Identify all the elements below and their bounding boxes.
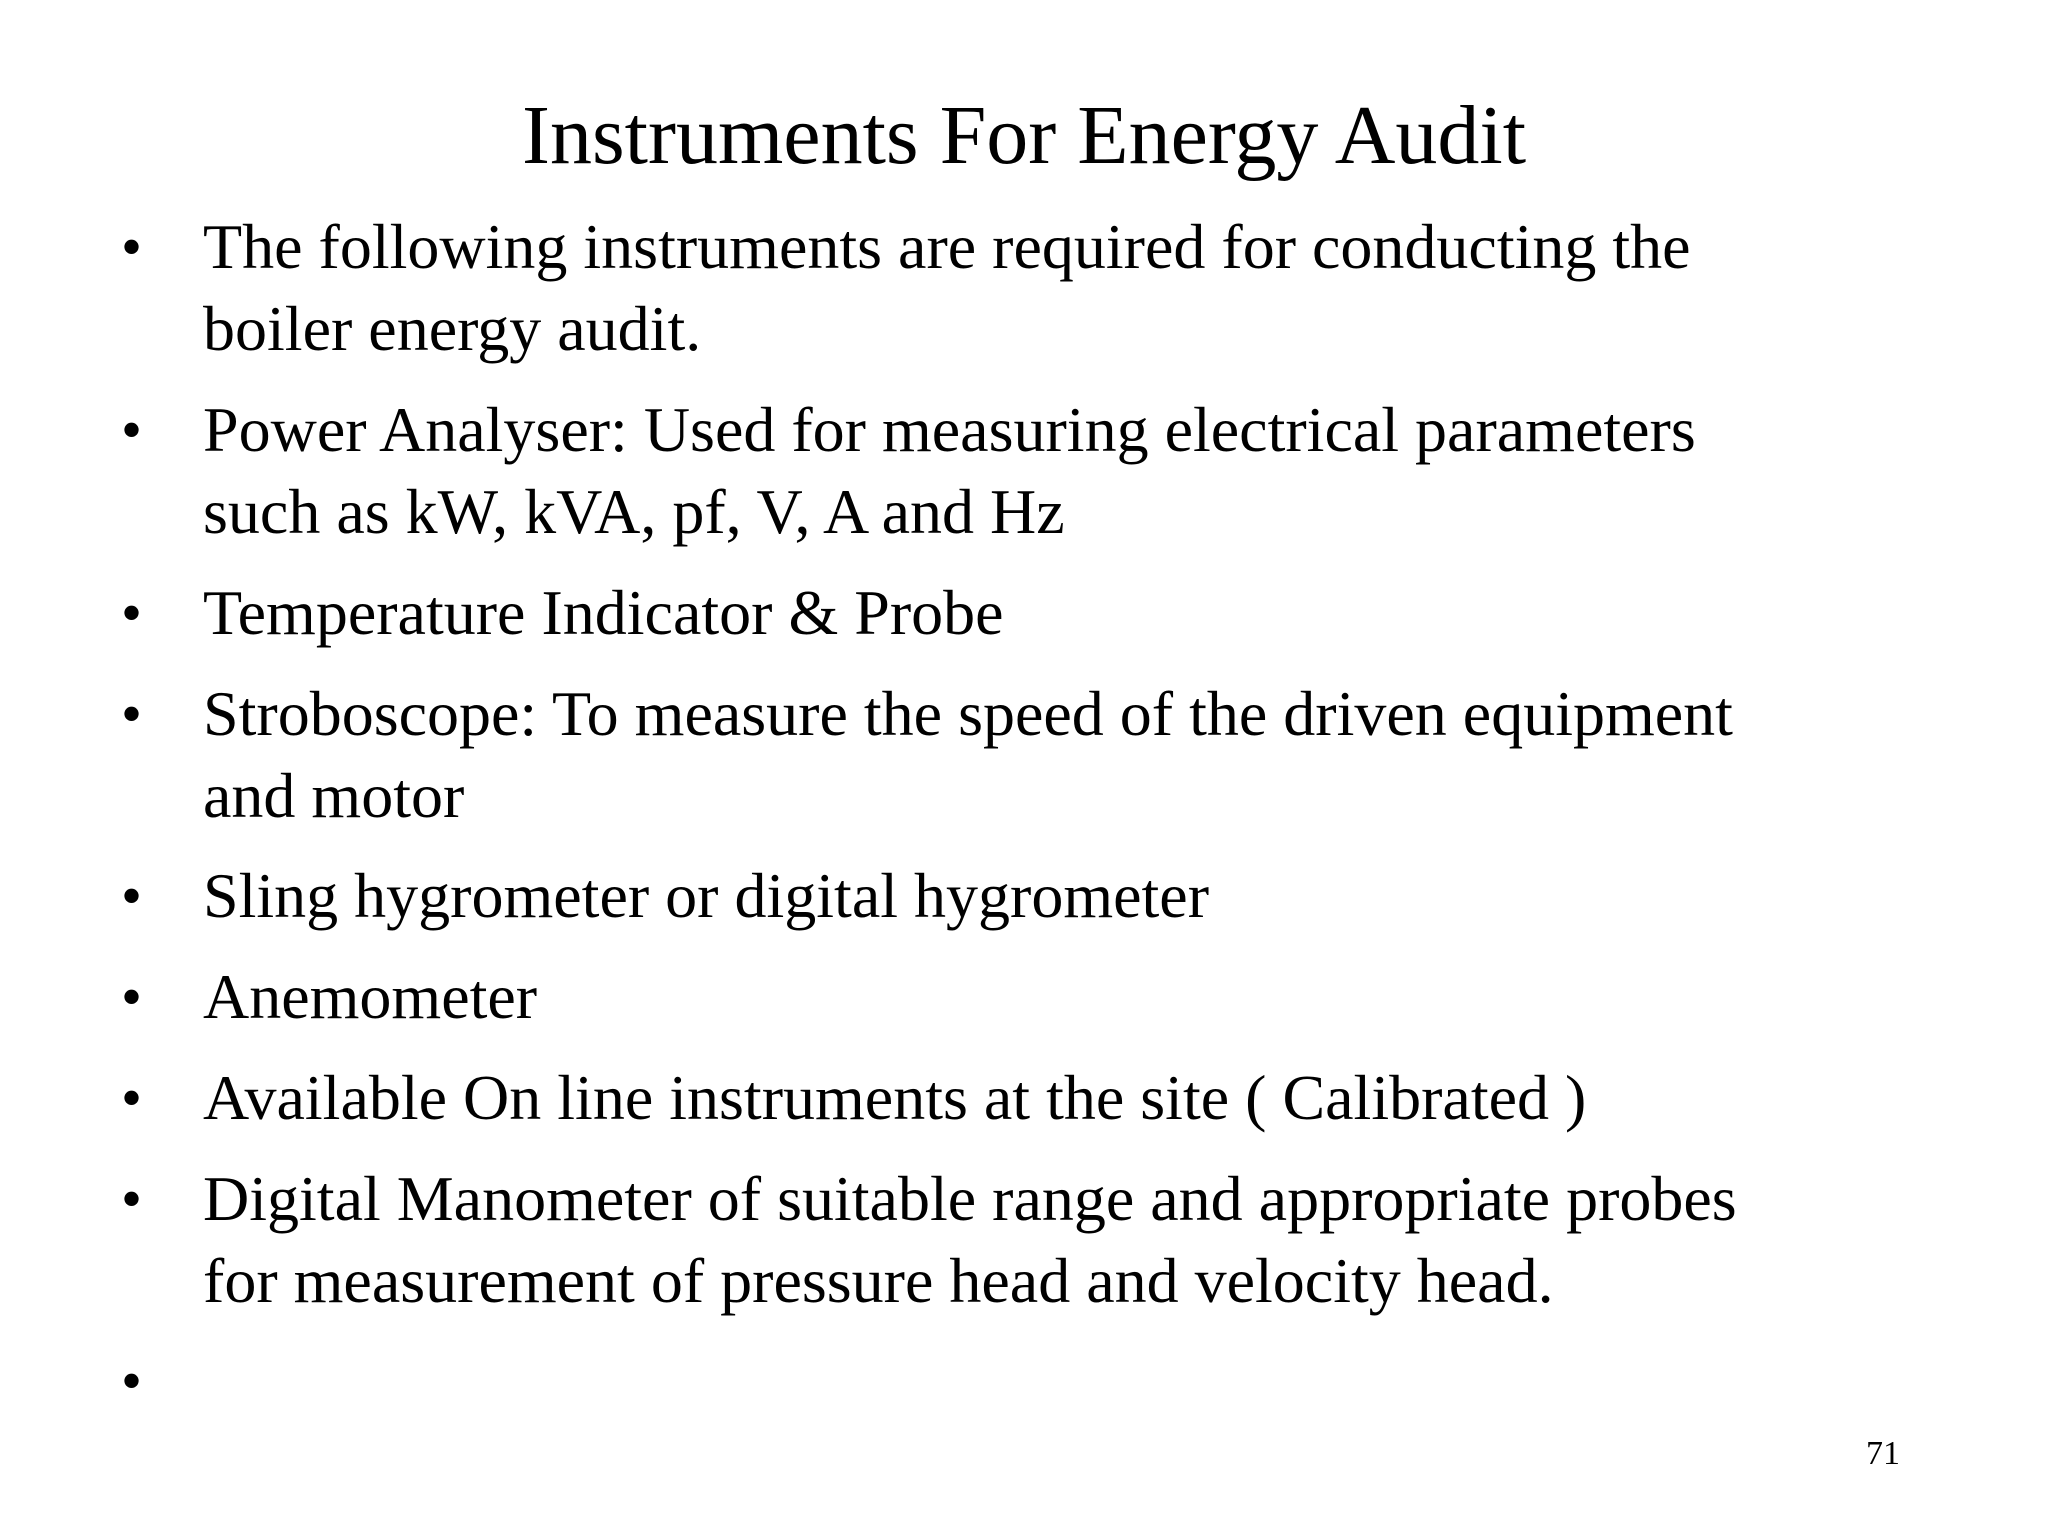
bullet-icon: • — [121, 863, 143, 929]
bullet-icon: • — [121, 964, 143, 1030]
bullet-line: Available On line instruments at the site ( Calibrated ) — [203, 1062, 1587, 1133]
bullet-text — [203, 572, 1923, 654]
bullet-line: and motor — [203, 760, 465, 831]
bullet-icon: • — [121, 1065, 143, 1131]
bullet-text — [203, 206, 1923, 370]
bullet-text — [203, 673, 1923, 837]
bullet-line: The following instruments are required for conducting the — [203, 211, 1691, 282]
bullet-line: Sling hygrometer or digital hygrometer — [203, 860, 1209, 931]
bullet-text — [203, 1057, 1923, 1139]
bullet-line: Digital Manometer of suitable range and appropriate probes — [203, 1163, 1737, 1234]
bullet-icon: • — [121, 214, 143, 280]
bullet-text — [203, 855, 1923, 937]
bullet-line: Stroboscope: To measure the speed of the driven equipment — [203, 678, 1733, 749]
bullet-icon: • — [121, 580, 143, 646]
bullet-text — [203, 389, 1923, 553]
bullet-line: Temperature Indicator & Probe — [203, 577, 1004, 648]
bullet-icon: • — [121, 681, 143, 747]
bullet-line: such as kW, kVA, pf, V, A and Hz — [203, 476, 1065, 547]
bullet-line: for measurement of pressure head and velocity head. — [203, 1245, 1554, 1316]
bullet-line: boiler energy audit. — [203, 293, 702, 364]
bullet-text — [203, 956, 1923, 1038]
bullet-line: Anemometer — [203, 961, 538, 1032]
slide-number: 71 — [1866, 1435, 1900, 1472]
bullet-icon: • — [121, 1348, 143, 1414]
slide-title: Instruments For Energy Audit — [521, 89, 1527, 182]
bullet-icon: • — [121, 397, 143, 463]
bullet-icon: • — [121, 1166, 143, 1232]
bullet-line: Power Analyser: Used for measuring electrical parameters — [203, 394, 1696, 465]
bullet-text — [203, 1158, 1923, 1322]
